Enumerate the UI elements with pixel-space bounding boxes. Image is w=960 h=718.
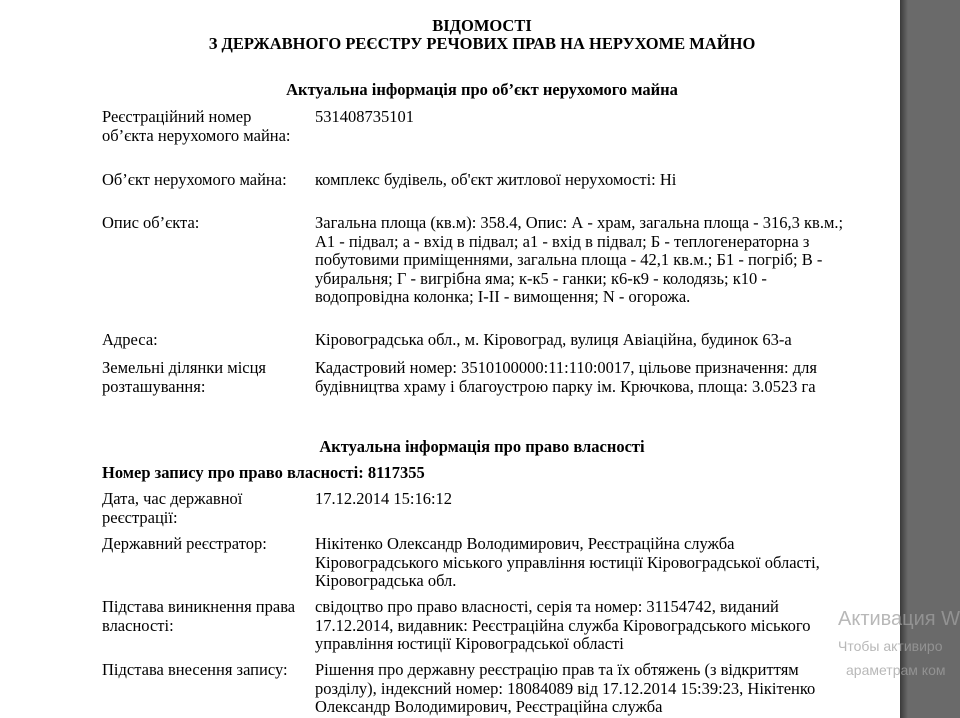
- field-value: 531408735101: [315, 107, 414, 126]
- field-label: Державний реєстратор:: [102, 534, 267, 553]
- field-label: Об’єкт нерухомого майна:: [102, 170, 287, 189]
- field-value: Кіровоградська обл., м. Кіровоград, вулиця Авіаційна, будинок 63-а: [315, 330, 792, 349]
- field-label: Земельні ділянки місця розташування:: [102, 358, 267, 396]
- ownership-record-number: Номер запису про право власності: 8117355: [102, 463, 425, 482]
- field-label: Підстава виникнення права власності:: [102, 597, 296, 635]
- field-label: Реєстраційний номер об’єкта нерухомого майна:: [102, 107, 291, 145]
- document-subtitle: З ДЕРЖАВНОГО РЕЄСТРУ РЕЧОВИХ ПРАВ НА НЕРУХОМЕ МАЙНО: [208, 34, 756, 53]
- field-value: комплекс будівель, об'єкт житлової нерухомості: Ні: [315, 170, 677, 189]
- field-value: 17.12.2014 15:16:12: [315, 489, 453, 508]
- field-value: свідоцтво про право власності, серія та номер: 31154742, виданий 17.12.2014, видавник: Реєстраційна служба Кіровоградського міського управління юстиції Кіровоградської області: [315, 597, 811, 653]
- activation-watermark-line: араметрам ком: [846, 662, 946, 678]
- activation-watermark-line: Чтобы активиро: [838, 638, 943, 654]
- field-value: Нікітенко Олександр Володимирович, Реєстраційна служба Кіровоградського міського управління юстиції Кіровоградської області, Кіровоградська обл.: [315, 534, 820, 590]
- ownership-section-heading: Актуальна інформація про право власності: [319, 437, 645, 456]
- field-value: Рішення про державну реєстрацію прав та їх обтяжень (з відкриттям розділу), індексний номер: 18084089 від 17.12.2014 15:39:23, Нікітенко Олександр Володимирович, Реєстраційна служба: [315, 660, 816, 716]
- document-title: ВІДОМОСТІ: [432, 16, 532, 35]
- field-value: Кадастровий номер: 3510100000:11:110:0017, цільове призначення: для будівництва храму і благоустрою парку ім. Крючкова, площа: 3.0523 га: [315, 358, 817, 396]
- activation-watermark-title: Активация W: [838, 608, 960, 630]
- field-label: Адреса:: [102, 330, 158, 349]
- field-label: Опис об’єкта:: [102, 213, 200, 232]
- object-section-heading: Актуальна інформація про об’єкт нерухомого майна: [286, 80, 678, 99]
- field-label: Підстава внесення запису:: [102, 660, 288, 679]
- field-label: Дата, час державної реєстрації:: [102, 489, 243, 527]
- field-value: Загальна площа (кв.м): 358.4, Опис: А - храм, загальна площа - 316,3 кв.м.; А1 - підвал; а - вхід в підвал; а1 - вхід в підвал; Б - теплогенераторна з побутовими приміщеннями, загальна площа - 42,1 кв.м.; Б1 - погріб; В - убиральня; Г - вигрібна яма; к-к5 - ганки; к6-к9 - колодязь; к10 - водопровідна колонка; І-ІІ - вимощення; N - огорожа.: [315, 213, 844, 306]
